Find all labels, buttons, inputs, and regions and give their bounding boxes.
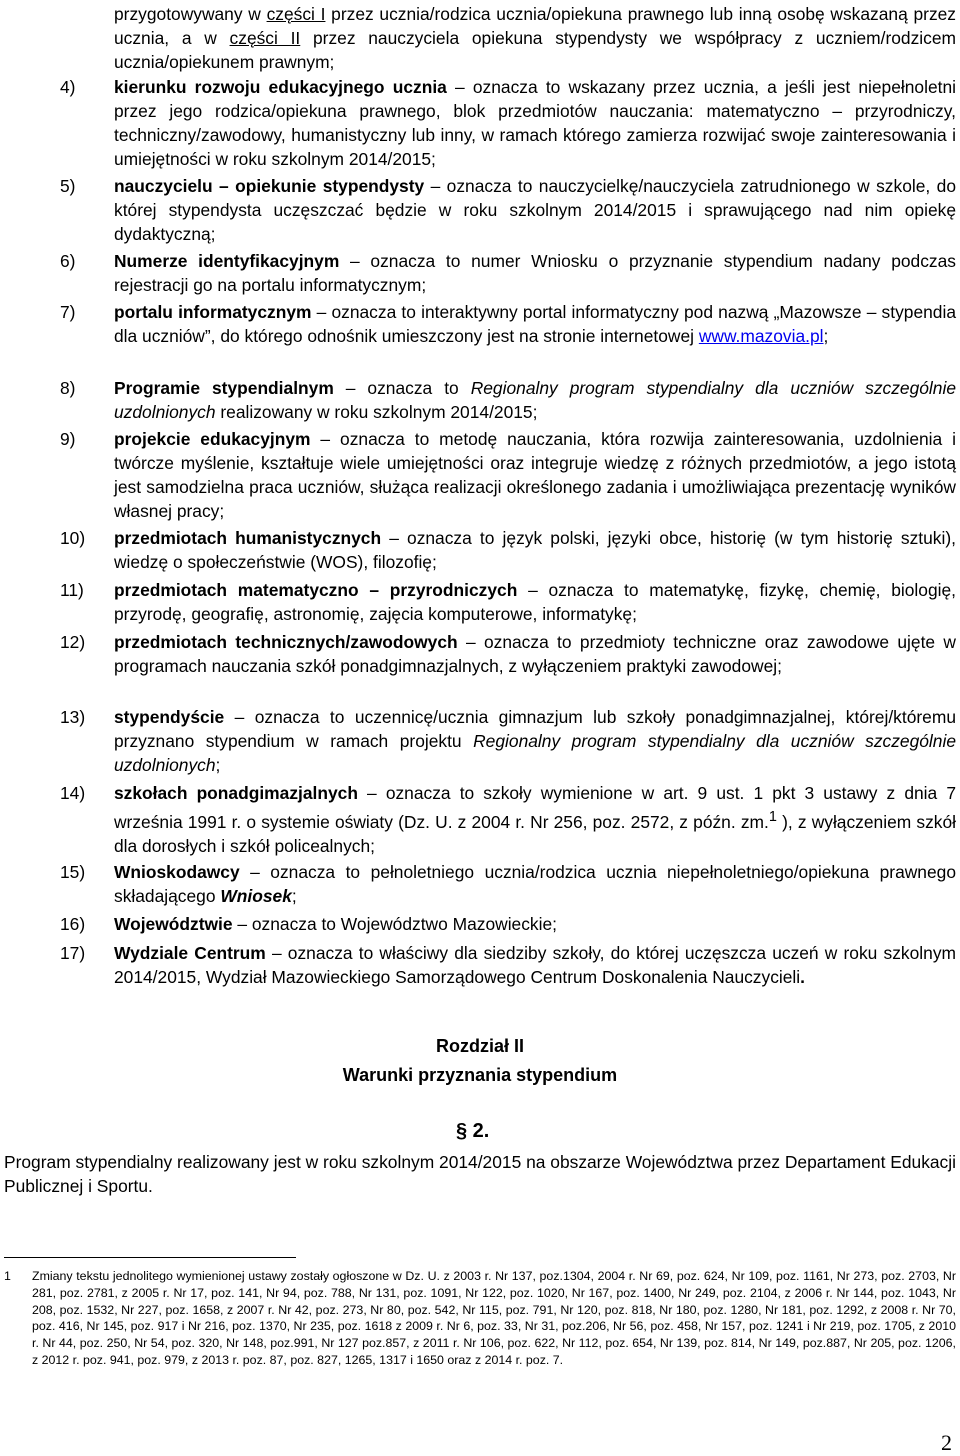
part-1-reference: części I (266, 4, 326, 24)
footnote (4, 1268, 956, 1369)
definition-item-11: 11) przedmiotach matematyczno – przyrodniczych – oznacza to matematykę, fizykę, chemię, biologię, przyrodę, geografię, astronomię, zajęcia komputerowe, informatykę; (60, 580, 957, 625)
definition-item-4: 4) kierunku rozwoju edukacyjnego ucznia – oznacza to wskazany przez ucznia, a jeśli jest niepełnoletni przez jego rodzica/opiekuna prawnego, blok przedmiotów nauczania: matematyczno – przyrodniczy, techniczny/zawodowy, humanistyczny lub inny, w ramach którego zamierza rozwijać swoje zainteresowania i umiejętności w roku szkolnym 2014/2015; (60, 77, 957, 170)
definition-term: Województwie (114, 914, 233, 934)
footnote-reference: 1 (768, 809, 777, 826)
definition-item-12: 12) przedmiotach technicznych/zawodowych – oznacza to przedmioty techniczne oraz zawodowe ujęte w programach nauczania szkół ponadgimnazjalnych, z wyłączeniem praktyki zawodowej; (60, 632, 956, 677)
mazovia-link[interactable]: www.mazovia.pl (698, 326, 824, 347)
definition-term: przedmiotach matematyczno – przyrodniczych (114, 580, 518, 600)
definition-item-16: 16) Województwie – oznacza to Województwo Mazowieckie; (60, 914, 557, 934)
definition-item-6: 6) Numerze identyfikacyjnym – oznacza to numer Wniosku o przyznanie stypendium nadany podczas rejestracji go na portalu informatycznym; (60, 251, 956, 296)
section-paragraph: Program stypendialny realizowany jest w roku szkolnym 2014/2015 na obszarze Województwa przez Departament Edukacji Publicznej i Sportu. (4, 1152, 956, 1197)
definition-term: Wnioskodawcy (114, 862, 240, 882)
definition-item-15: 15) Wnioskodawcy – oznacza to pełnoletniego ucznia/rodzica ucznia niepełnoletniego/opiekuna prawnego składającego Wniosek; (60, 862, 956, 907)
chapter-subtitle: Warunki przyznania stypendium (342, 1065, 618, 1085)
definition-term: Wydziale Centrum (114, 943, 266, 963)
definition-term: Programie stypendialnym (114, 378, 334, 398)
footnote-separator (4, 1257, 296, 1258)
definition-item-9: 9) projekcie edukacyjnym – oznacza to metodę nauczania, która rozwija zainteresowania, uzdolnienia i twórcze myślenie, kształtuje wiele umiejętności oraz integruje wiedzę z różnych przedmiotów, a jego istotą jest samodzielna praca uczniów, służąca realizacji określonego zadania i umożliwiająca prezentację wyników własnej pracy; (60, 429, 957, 522)
page-number: 2 (941, 1430, 952, 1455)
footnote-text: Zmiany tekstu jednolitego wymienionej ustawy zostały ogłoszone w Dz. U. z 2003 r. Nr 137, poz.1304, 2004 r. Nr 69, poz. 624, Nr 109, poz. 1161, Nr 273, poz. 2703, Nr 281, poz. 2781, z 2005 r. Nr 17, poz. 141, Nr 94, poz. 788, Nr 131, poz. 1091, Nr 122, poz. 1020, Nr 167, poz. 1400, Nr 249, poz. 2104, z 2006 r. Nr 144, poz. 1043, Nr 208, poz. 1532, Nr 227, poz. 1658, z 2007 r. Nr 42, poz. 273, Nr 80, poz. 542, Nr 115, poz. 791, Nr 120, poz. 818, Nr 180, poz. 1280, Nr 181, poz. 1292, z 2008 r. Nr 70, poz. 416, Nr 145, poz. 917 i Nr 216, poz. 1370, Nr 235, poz. 1618 z 2009 r. Nr 6, poz. 33, Nr 31, poz.206, Nr 56, poz. 458, Nr 157, poz. 1241 i Nr 219, poz. 1705, z 2010 r. Nr 44, poz. 250, Nr 54, poz. 320, Nr 148, poz.991, Nr 127 poz.857, z 2011 r. Nr 106, poz. 622, Nr 112, poz. 654, Nr 139, poz. 814, Nr 149, poz.887, Nr 205, poz. 1206, z 2012 r. poz. 941, poz. 979, z 2013 r. poz. 87, poz. 827, 1265, 1317 i 1650 oraz z 2014 r. poz. 7. (32, 1269, 956, 1367)
definition-term: szkołach ponadgimazjalnych (114, 783, 358, 803)
continued-paragraph: przygotowywany w części I przez ucznia/rodzica ucznia/opiekuna prawnego lub inną osobę wskazaną przez ucznia, a w części II przez nauczyciela opiekuna stypendysty we współpracy z uczniem/rodzicem ucznia/opiekunem prawnym; (114, 4, 957, 73)
part-2-reference: części II (229, 28, 301, 49)
definition-item-8: 8) Programie stypendialnym – oznacza to Regionalny program stypendialny dla uczniów szczególnie uzdolnionych realizowany w roku szkolnym 2014/2015; (60, 378, 956, 423)
definition-term: kierunku rozwoju edukacyjnego ucznia (114, 77, 447, 97)
definition-term: projekcie edukacyjnym (114, 429, 311, 449)
definition-term: portalu informatycznym (114, 302, 312, 322)
definition-item-14: 14) szkołach ponadgimazjalnych – oznacza to szkoły wymienione w art. 9 ust. 1 pkt 3 ustawy z dnia 7 września 1991 r. o systemie oświaty (Dz. U. z 2004 r. Nr 256, poz. 2572, z późn. zm.$^1$ ), z wyłączeniem szkół dla dorosłych i szkół policealnych; (60, 783, 956, 856)
definition-item-5: 5) nauczycielu – opiekunie stypendysty – oznacza to nauczycielkę/nauczyciela zatrudnionego w szkole, do której stypendysta uczęszczać będzie w roku szkolnym 2014/2015 i sprawującego nad nim opiekę dydaktyczną; (60, 176, 956, 245)
definition-term: przedmiotach technicznych/zawodowych (114, 632, 458, 652)
definition-item-17: 17) Wydziale Centrum – oznacza to właściwy dla siedziby szkoły, do której uczęszcza uczeń w roku szkolnym 2014/2015, Wydział Mazowieckiego Samorządowego Centrum Doskonalenia Nauczycieli. (60, 943, 956, 988)
section-mark: § 2. (456, 1120, 490, 1142)
definition-item-10: 10) przedmiotach humanistycznych – oznacza to język polski, języki obce, historię (w tym historię sztuki), wiedzę o społeczeństwie (WOS), filozofię; (60, 528, 956, 573)
definition-term: Numerze identyfikacyjnym (114, 251, 340, 271)
definition-item-7: 7) portalu informatycznym – oznacza to interaktywny portal informatyczny pod nazwą „Mazowsze – stypendia dla uczniów”, do którego odnośnik umieszczony jest na stronie internetowej www.mazovia.pl; (60, 302, 956, 347)
definition-term: przedmiotach humanistycznych (114, 528, 382, 548)
definition-term: nauczycielu – opiekunie stypendysty (114, 176, 425, 196)
chapter-title: Rozdział II (435, 1036, 524, 1056)
definition-item-13: 13) stypendyście – oznacza to uczennicę/ucznia gimnazjum lub szkoły ponadgimnazjalnej, której/któremu przyznano stypendium w ramach projektu Regionalny program stypendialny dla uczniów szczególnie uzdolnionych; (60, 707, 956, 776)
footnote-number: 1 (4, 1269, 11, 1283)
definition-term: stypendyście (114, 707, 225, 727)
